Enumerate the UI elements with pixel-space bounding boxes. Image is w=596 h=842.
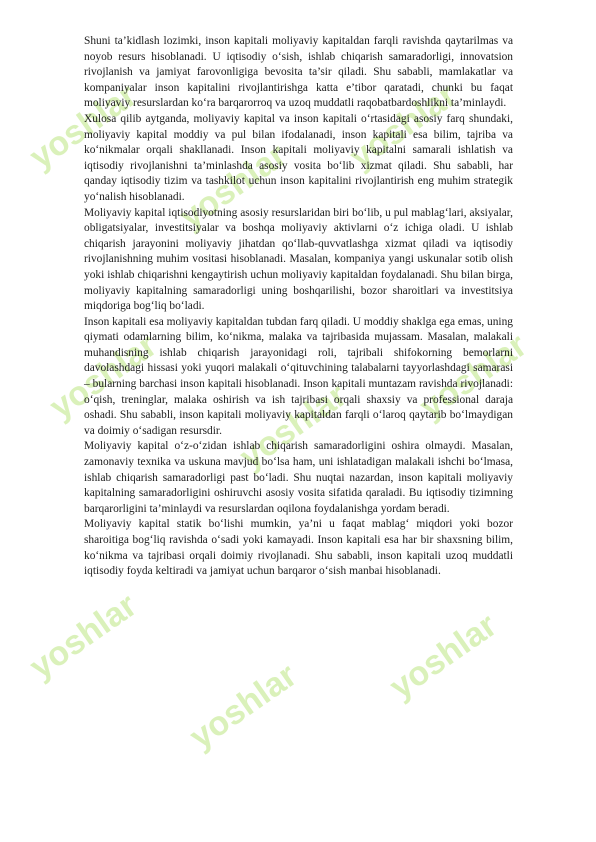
document-body xyxy=(84,34,513,580)
watermark-text-1: yoshlar xyxy=(22,76,144,177)
paragraph-6: Moliyaviy kapital statik bo‘lishi mumkin, ya’ni u faqat mablag‘ miqdori yoki bozor sharoitiga bog‘liq ravishda o‘sadi yoki kamayadi. Inson kapitali esa har bir shaxsning bilim, ko‘nikma va tajribasi orqali doimiy rivojlanadi. Shu sababli, inson kapitali uzoq muddatli iqtisodiy foyda keltiradi va jamiyat uchun barqaror o‘sish manbai hisoblanadi. xyxy=(84,518,513,578)
watermark-text-3: yoshlar xyxy=(342,76,464,177)
watermark-text-9: yoshlar xyxy=(382,606,504,707)
paragraph-2: Xulosa qilib aytganda, moliyaviy kapital va inson kapitali o‘rtasidagi asosiy farq shundaki, moliyaviy kapital moddiy va pul bilan ifodalanadi, inson kapitali esa bilim, tajriba va ko‘nikmalar orqali shakllanadi. Inson kapitali moliyaviy kapitalni samarali ishlatish va iqtisodiy rivojlanishni ta’minlashda asosiy vosita bo‘lib xizmat qiladi. Shu sababli, har qanday iqtisodiy tizim va tashkilot uchun inson kapitalini rivojlantirish eng muhim strategik yo‘nalish hisoblanadi. xyxy=(84,112,513,203)
watermark-text-5: yoshlar xyxy=(232,376,354,477)
watermark-text-7: yoshlar xyxy=(22,586,144,687)
paragraph-3: Moliyaviy kapital iqtisodiyotning asosiy resurslaridan biri bo‘lib, u pul mablag‘lari, aksiyalar, obligatsiyalar, investitsiyalar va boshqa moliyaviy aktivlarni o‘z ichiga oladi. U ishlab chiqarish jarayonini moliyaviy jihatdan qo‘llab-quvvatlashga xizmat qiladi va iqtisodiy rivojlanishning muhim vositasi hisoblanadi. Masalan, kompaniya yangi uskunalar sotib olish yoki ishlab chiqarishni kengaytirish uchun moliyaviy kapitaldan foydalanadi. Shu bilan birga, moliyaviy kapitalning samaradorligi uning boshqarilishi, bozor sharoitlari va investitsiya miqdoriga bog‘liq bo‘ladi. xyxy=(84,206,513,313)
watermark-text-6: yoshlar xyxy=(412,326,534,427)
watermark-text-8: yoshlar xyxy=(182,656,304,757)
watermark-text-2: yoshlar xyxy=(172,136,294,237)
paragraph-5: Moliyaviy kapital o‘z-o‘zidan ishlab chiqarish samaradorligini oshira olmaydi. Masalan, zamonaviy texnika va uskuna mavjud bo‘lsa ham, uni ishlatadigan malakali ishchi bo‘lmasa, ishlab chiqarish samaradorligi past bo‘ladi. Shu nuqtai nazardan, inson kapitali moliyaviy kapitalning samaradorligini oshiruvchi asosiy vosita sifatida qaraladi. Bu iqtisodiy tizimning barqarorligini ta’minlaydi va resurslardan oqilona foydalanishga yordam beradi. xyxy=(84,440,513,515)
paragraph-4: Inson kapitali esa moliyaviy kapitaldan tubdan farq qiladi. U moddiy shaklga ega emas, uning qiymati odamlarning bilim, ko‘nikma, malaka va tajribasida mujassam. Masalan, malakali muhandisning ishlab chiqarish jarayonidagi roli, tajribali shifokorning bemorlarni davolashdagi hissasi yoki yuqori malakali o‘qituvchining talabalarni tayyorlashdagi samarasi – bularning barchasi inson kapitali hisoblanadi. Inson kapitali muntazam ravishda rivojlanadi: o‘qish, treninglar, malaka oshirish va ish tajribasi orqali shaxsiy va professional daraja oshadi. Shu sababli, inson kapitali moliyaviy kapitaldan farqli o‘laroq qaytarib bo‘lmaydigan va doimiy o‘sadigan resursdir. xyxy=(84,315,513,437)
watermark-text-4: yoshlar xyxy=(42,326,164,427)
paragraph-1: Shuni ta’kidlash lozimki, inson kapitali moliyaviy kapitaldan farqli ravishda qaytarilmas va noyob resurs hisoblanadi. U iqtisodiy o‘sish, ishlab chiqarish samaradorligi, innovatsion rivojlanish va jamiyat farovonligiga bevosita ta’sir qiladi. Shu sababli, mamlakatlar va kompaniyalar inson kapitalini rivojlantirishga katta e’tibor qaratadi, chunki bu faqat moliyaviy resurslardan ko‘ra barqarorroq va uzoq muddatli raqobatbardoshlikni ta’minlaydi. xyxy=(84,35,513,110)
